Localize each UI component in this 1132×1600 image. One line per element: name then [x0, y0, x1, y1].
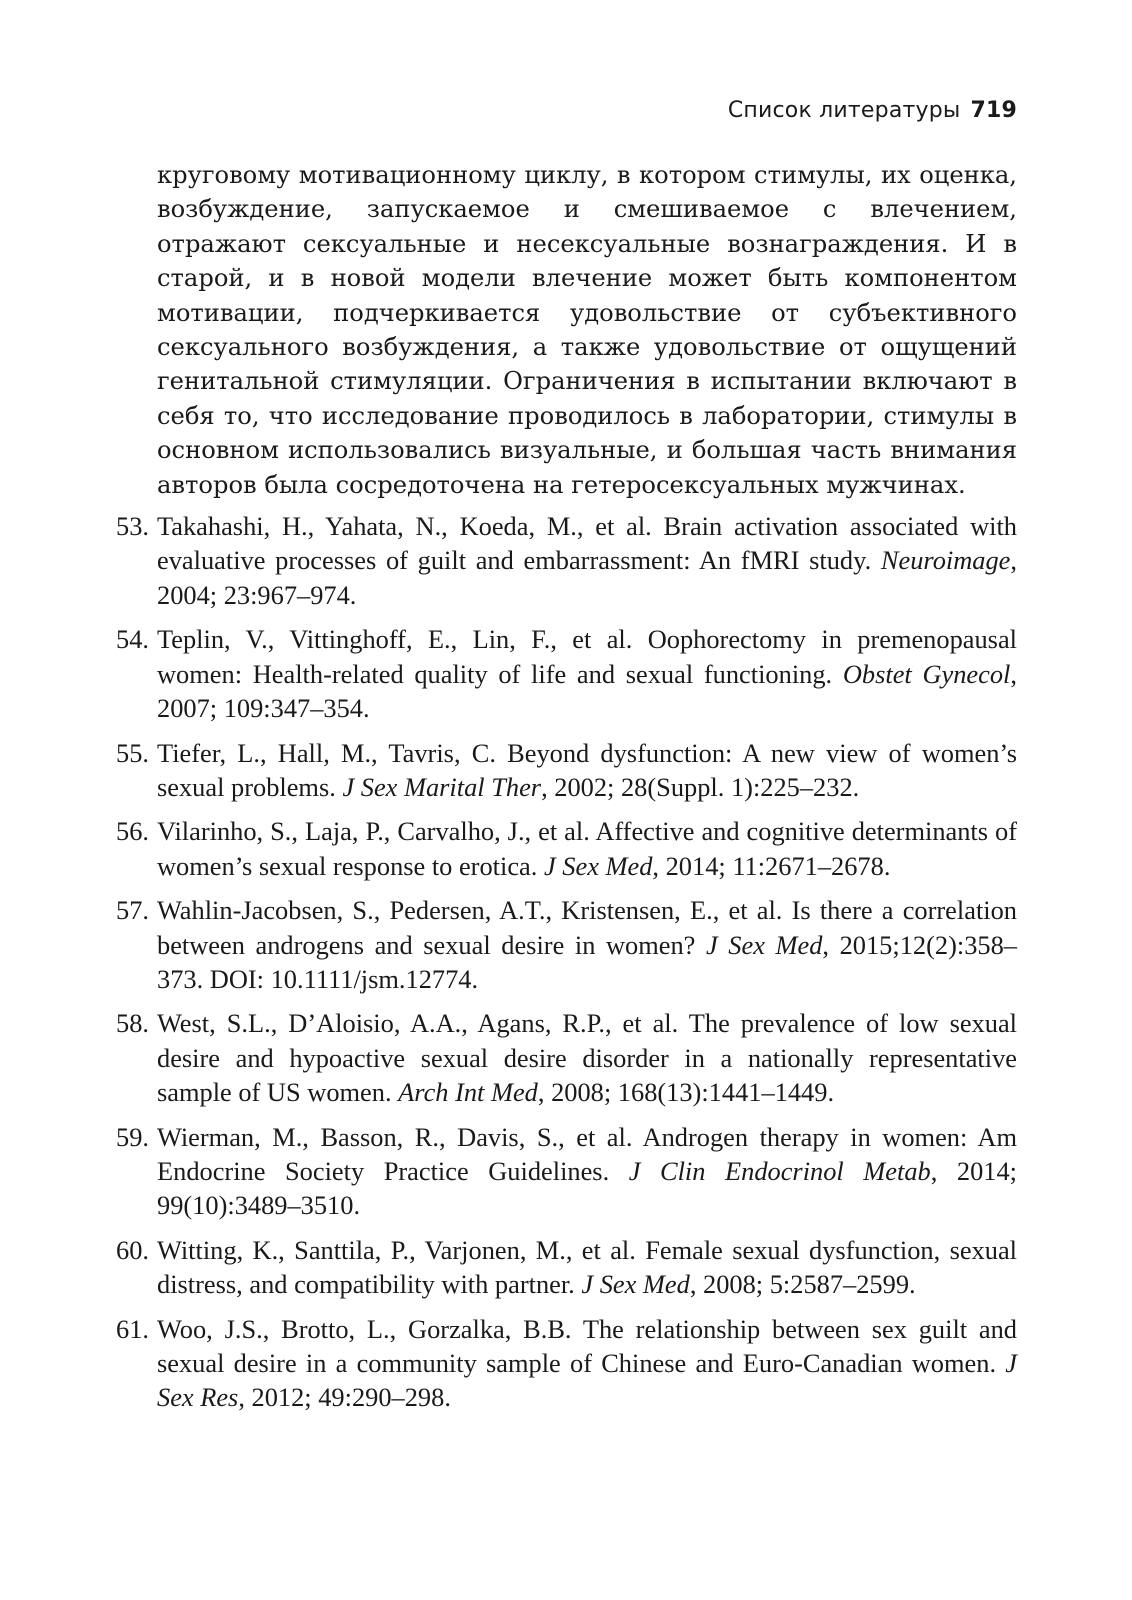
- reference-number: 56.: [116, 816, 149, 847]
- reference-text: Witting, K., Santtila, P., Varjonen, M., et al. Female sexual dysfunction, sexual distress, and compatibility with partner.: [157, 1234, 1017, 1300]
- reference-number: 60.: [116, 1234, 149, 1265]
- reference-details: , 2012; 49:290–298.: [238, 1382, 451, 1413]
- reference-journal: J Sex Marital Ther: [342, 771, 542, 802]
- reference-details: , 2004; 23:967–974.: [157, 545, 1017, 610]
- reference-item: [116, 509, 1017, 612]
- reference-item: [116, 1120, 1017, 1223]
- reference-journal: Arch Int Med: [398, 1077, 538, 1108]
- reference-item: [116, 736, 1017, 805]
- reference-number: 53.: [116, 511, 149, 542]
- reference-item: [116, 1006, 1017, 1109]
- continued-paragraph: круговому мотивационному циклу, в котором стимулы, их оценка, возбуждение, запускаемое и смешиваемое с влечением, отражают сексуальные и несексуальные вознаграждения. И в старой, и в новой модели влечение может быть компонентом мотивации, подчеркивается удовольствие от субъективного сексуального возбуждения, а также удовольствие от ощущений генитальной стимуляции. Ограничения в испытании включают в себя то, что исследование проводилось в лаборатории, стимулы в основном использовались визуальные, и большая часть внимания авторов была сосредоточена на гетеросексуальных мужчинах.: [157, 161, 1017, 499]
- reference-details: , 2014; 11:2671–2678.: [652, 850, 891, 881]
- reference-number: 57.: [116, 895, 149, 926]
- reference-number: 61.: [116, 1313, 149, 1344]
- reference-journal: J Sex Med: [705, 929, 823, 960]
- reference-list: [116, 509, 1018, 1415]
- reference-number: 59.: [116, 1121, 149, 1152]
- page-number: 719: [970, 98, 1017, 123]
- reference-item: [116, 1233, 1017, 1302]
- reference-details: , 2008; 168(13):1441–1449.: [537, 1077, 835, 1108]
- running-head-title: Список литературы: [727, 98, 961, 123]
- reference-text: Takahashi, H., Yahata, N., Koeda, M., et al. Brain activation associated with evaluative processes of guilt and embarrassment: An fMRI study.: [157, 511, 1017, 576]
- reference-item: [116, 622, 1018, 725]
- page-content: [116, 158, 1018, 1425]
- reference-item: [116, 893, 1017, 996]
- reference-text: Teplin, V., Vittinghoff, E., Lin, F., et al. Oophorectomy in premenopausal women: Health-related quality of life and sexual functioning.: [157, 624, 1017, 689]
- reference-text: West, S.L., D’Aloisio, A.A., Agans, R.P., et al. The prevalence of low sexual desire and hypoactive sexual desire disorder in a nationally representative sample of US women.: [157, 1008, 1017, 1108]
- reference-journal: J Sex Med: [543, 850, 653, 881]
- reference-details: , 2008; 5:2587–2599.: [689, 1269, 916, 1300]
- reference-text: Vilarinho, S., Laja, P., Carvalho, J., et al. Affective and cognitive determinants of women’s sexual response to erotica.: [157, 816, 1017, 881]
- reference-text: Wahlin-Jacobsen, S., Pedersen, A.T., Kristensen, E., et al. Is there a correlation between androgens and sexual desire in women?: [157, 895, 1017, 960]
- reference-journal: J Sex Med: [581, 1269, 690, 1300]
- reference-journal: J Sex Res: [157, 1348, 1017, 1413]
- running-head: [728, 98, 1017, 123]
- reference-journal: Neuroimage: [880, 545, 1011, 576]
- reference-text: Woo, J.S., Brotto, L., Gorzalka, B.B. The relationship between sex guilt and sexual desire in a community sample of Chinese and Euro-Canadian women.: [157, 1313, 1017, 1378]
- reference-text: Tiefer, L., Hall, M., Tavris, C. Beyond dysfunction: A new view of women’s sexual problems.: [157, 737, 1017, 802]
- reference-details: , 2015;12(2):358–373. DOI: 10.1111/jsm.12774.: [157, 929, 1017, 994]
- reference-item: [116, 1312, 1017, 1415]
- reference-number: 55.: [116, 737, 149, 768]
- reference-details: , 2002; 28(Suppl. 1):225–232.: [541, 771, 860, 802]
- reference-text: Wierman, M., Basson, R., Davis, S., et al. Androgen therapy in women: Am Endocrine Society Practice Guidelines.: [157, 1121, 1017, 1186]
- reference-item: [116, 814, 1017, 883]
- reference-journal: Obstet Gynecol: [842, 658, 1011, 689]
- reference-details: , 2014; 99(10):3489–3510.: [157, 1155, 1017, 1221]
- reference-journal: J Clin Endocrinol Metab: [628, 1155, 931, 1186]
- reference-number: 58.: [116, 1008, 149, 1039]
- reference-details: , 2007; 109:347–354.: [157, 658, 1018, 724]
- reference-number: 54.: [116, 624, 149, 655]
